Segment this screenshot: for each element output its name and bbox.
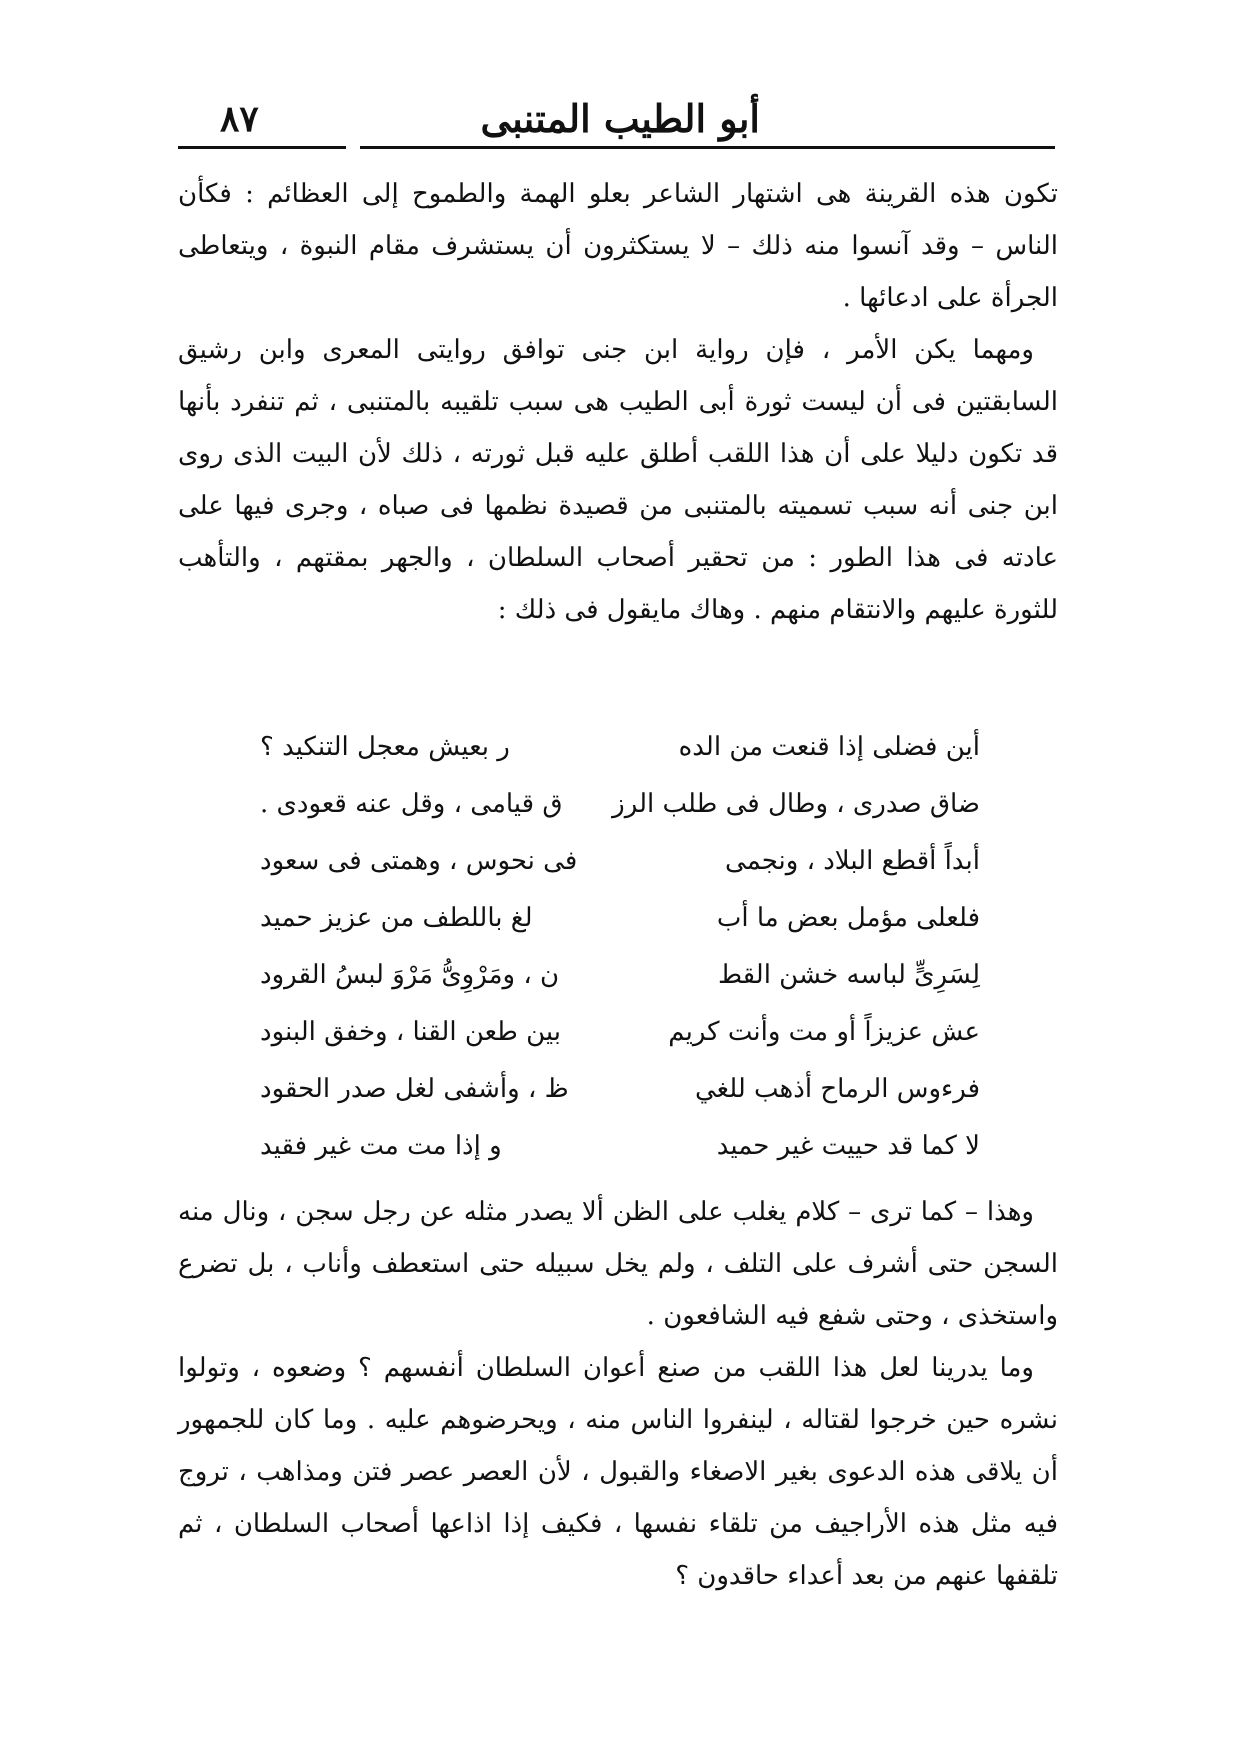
verse-hemistich-first: أين فضلى إذا قنعت من الده [678,731,980,762]
paragraph: وهذا – كما ترى – كلام يغلب على الظن ألا يصدر مثله عن رجل سجن ، ونال منه السجن حتى أشرف على التلف ، ولم يخل سبيله حتى استعطف وأناب ، بل تضرع واستخذى ، وحتى شفع فيه الشافعون . [178,1197,1058,1331]
body-text-top [178,168,1058,636]
verse-hemistich-second: ظ ، وأشفى لغل صدر الحقود [260,1073,569,1104]
running-title: أبو الطيب المتنبى [480,96,760,141]
verse-line [260,946,980,1003]
verse-line [260,1003,980,1060]
header-rule-short [178,146,346,149]
page-number: ٨٧ [220,98,259,140]
verse-hemistich-second: ر بعيش معجل التنكيد ؟ [260,731,510,762]
verse-line [260,889,980,946]
verse-line [260,832,980,889]
running-header [170,88,1060,148]
poem-verses [260,718,980,1174]
header-rule-long [360,146,1055,149]
verse-line [260,1060,980,1117]
body-text-bottom [178,1186,1058,1602]
verse-hemistich-first: فرءوس الرماح أذهب للغي [695,1073,980,1104]
verse-hemistich-second: و إذا مت مت غير فقيد [260,1130,502,1161]
verse-hemistich-second: بين طعن القنا ، وخفق البنود [260,1016,561,1047]
verse-hemistich-second: ن ، ومَرْوِىُّ مَرْوَ لبسُ القرود [260,959,560,990]
verse-line [260,718,980,775]
verse-hemistich-first: أبداً أقطع البلاد ، ونجمى [725,845,980,876]
paragraph: تكون هذه القرينة هى اشتهار الشاعر بعلو الهمة والطموح إلى العظائم : فكأن الناس – وقد آنسوا منه ذلك – لا يستكثرون أن يستشرف مقام النبوة ، ويتعاطى الجرأة على ادعائها . [178,179,1058,313]
verse-line [260,1117,980,1174]
verse-hemistich-first: لِسَرِىٍّ لباسه خشن القط [717,959,980,990]
verse-hemistich-first: ضاق صدرى ، وطال فى طلب الرز [612,788,980,819]
verse-hemistich-second: ق قيامى ، وقل عنه قعودى . [260,788,563,819]
verse-hemistich-second: لغ باللطف من عزيز حميد [260,902,533,933]
paragraph: ومهما يكن الأمر ، فإن رواية ابن جنى توافق روايتى المعرى وابن رشيق السابقتين فى أن ليست ثورة أبى الطيب هى سبب تلقيبه بالمتنبى ، ثم تنفرد بأنها قد تكون دليلا على أن هذا اللقب أطلق عليه قبل ثورته ، ذلك لأن البيت الذى روى ابن جنى أنه سبب تسميته بالمتنبى من قصيدة نظمها فى صباه ، وجرى فيها على عادته فى هذا الطور : من تحقير أصحاب السلطان ، والجهر بمقتهم ، والتأهب للثورة عليهم والانتقام منهم . وهاك مايقول فى ذلك : [178,335,1058,625]
verse-hemistich-first: فلعلى مؤمل بعض ما أب [716,902,980,933]
verse-hemistich-second: فى نحوس ، وهمتى فى سعود [260,845,578,876]
verse-line [260,775,980,832]
paragraph: وما يدرينا لعل هذا اللقب من صنع أعوان السلطان أنفسهم ؟ وضعوه ، وتولوا نشره حين خرجوا لقتاله ، لينفروا الناس منه ، ويحرضوهم عليه . وما كان للجمهور أن يلاقى هذه الدعوى بغير الاصغاء والقبول ، لأن العصر عصر فتن ومذاهب ، تروج فيه مثل هذه الأراجيف من تلقاء نفسها ، فكيف إذا اذاعها أصحاب السلطان ، ثم تلقفها عنهم من بعد أعداء حاقدون ؟ [178,1353,1058,1591]
verse-hemistich-first: لا كما قد حييت غير حميد [716,1130,980,1161]
verse-hemistich-first: عش عزيزاً أو مت وأنت كريم [668,1016,980,1047]
